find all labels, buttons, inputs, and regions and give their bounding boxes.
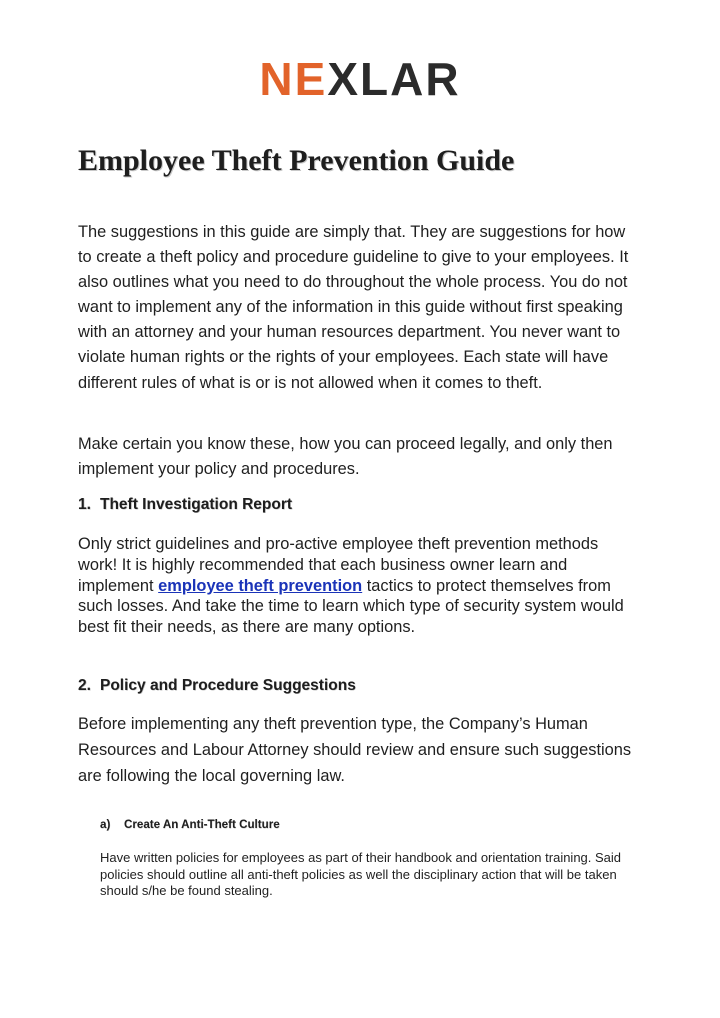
section-2-paragraph: Before implementing any theft prevention type, the Company’s Human Resources and Labour Attorney should review and ensure such suggestions are following the local governing law. [78, 715, 632, 785]
section-2-heading [78, 677, 356, 695]
section-1-heading [78, 496, 292, 514]
logo-part-orange: NE [259, 53, 328, 105]
section-2-title: Policy and Procedure Suggestions [100, 677, 356, 694]
nexlar-logo [0, 54, 720, 104]
employee-theft-prevention-link[interactable]: employee theft prevention [158, 576, 363, 595]
page-title: Employee Theft Prevention Guide [78, 144, 515, 177]
logo-part-dark: XLAR [327, 53, 461, 105]
subsection-a-number: a) [100, 818, 111, 831]
intro-paragraph: The suggestions in this guide are simply that. They are suggestions for how to create a theft policy and procedure guideline to give to your employees. It also outlines what you need to do throughout the whole process. You do not want to implement any of the information in this guide without first speaking with an attorney and your human resources department. You never want to violate human rights or the rights of your employees. Each state will have different rules of what is or is not allowed when it comes to theft. [78, 223, 629, 392]
section-1-number: 1. [78, 496, 91, 513]
section-1-text-after: tactics to protect themselves from such losses. And take the time to learn which type of security system would best fit their needs, as there are many options. [78, 576, 624, 637]
section-2-number: 2. [78, 677, 91, 694]
intro-paragraph-2: Make certain you know these, how you can proceed legally, and only then implement your policy and procedures. [78, 435, 613, 479]
subsection-a-title: Create An Anti-Theft Culture [124, 818, 280, 831]
section-1-text-before: Only strict guidelines and pro-active employee theft prevention methods work! It is highly recommended that each business owner learn and implement [78, 535, 599, 595]
subsection-a-paragraph: Have written policies for employees as part of their handbook and orientation training. Said policies should outline all anti-theft policies as well the disciplinary action that will be taken should s/he be found stealing. [100, 850, 622, 898]
section-1-title: Theft Investigation Report [100, 496, 293, 513]
subsection-a-heading [100, 818, 280, 831]
section-1-paragraph [78, 534, 638, 638]
